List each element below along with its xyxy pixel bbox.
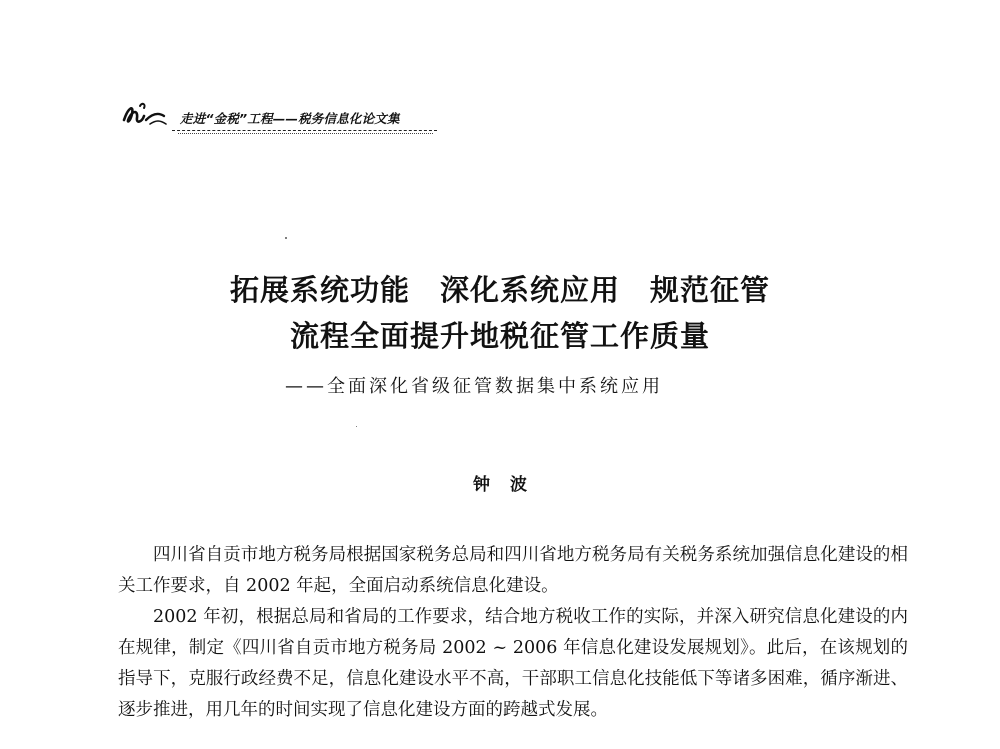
article-title-line-2: 流程全面提升地税征管工作质量 [289,319,710,353]
running-header-title: 走进“金税”工程——税务信息化论文集 [180,111,400,126]
article-body [118,540,908,726]
header-rule [172,130,437,131]
body-paragraph: 2002 年初，根据总局和省局的工作要求，结合地方税收工作的实际，并深入研究信息化建设的内在规律，制定《四川省自贡市地方税务局 2002 ~ 2006 年信息化建设发展规划》。此后，在该规划的指导下，克服行政经费不足，信息化建设水平不高，干部职工信息化技能低下等诸多困难，循序渐进、逐步推进，用几年的时间实现了信息化建设方面的跨越式发展。 [118,607,908,720]
author-name: 钟波 [473,475,547,495]
article-subtitle: ——全面深化省级征管数据集中系统应用 [285,376,663,397]
running-header [120,98,450,138]
header-rule-secondary [178,133,433,134]
calligraphy-emblem-icon [120,98,168,132]
article-title-line-1: 拓展系统功能 深化系统应用 规范征管 [229,273,770,307]
body-paragraph: 四川省自贡市地方税务局根据国家税务总局和四川省地方税务局有关税务系统加强信息化建设的相关工作要求，自 2002 年起，全面启动系统信息化建设。 [118,545,908,596]
scan-speck [285,237,287,239]
scan-speck [356,426,357,427]
